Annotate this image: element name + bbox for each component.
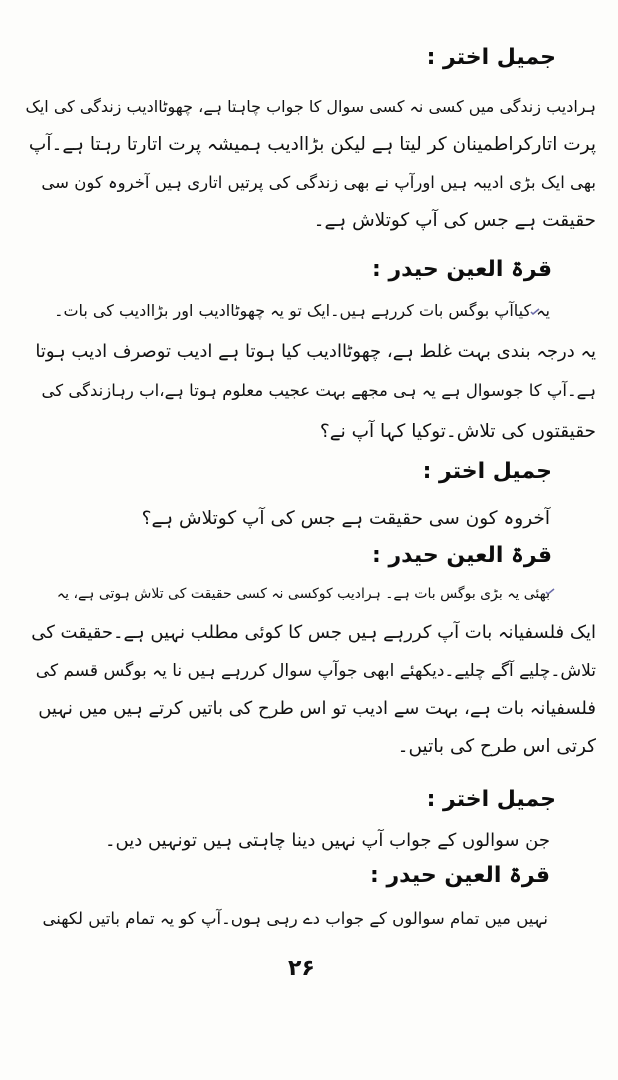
paragraph-line: فلسفیانہ بات ہے، بہت سے ادیب تو اس طرح کی باتیں کرتے ہیں میں نہیں [38, 698, 596, 719]
paragraph-line: بھی ایک بڑی ادیبہ ہیں اورآپ نے بھی زندگی کی پرتیں اتاری ہیں آخروہ کون سی [41, 173, 596, 192]
paragraph-line: حقیقت ہے جس کی آپ کوتلاش ہے۔ [313, 210, 596, 231]
paragraph-line: نہیں میں تمام سوالوں کے جواب دے رہی ہوں۔آپ کو یہ تمام باتیں لکھنی [42, 909, 548, 928]
paragraph-line: یہ کیاآپ بوگس بات کررہے ہیں۔ایک تو یہ چھوٹاادیب اور بڑاادیب کی بات۔ [54, 301, 550, 320]
speaker-label: جمیل اختر : [426, 45, 556, 70]
paragraph-line: جن سوالوں کے جواب آپ نہیں دینا چاہتی ہیں تونہیں دیں۔ [104, 830, 550, 851]
speaker-label: قرۃ العین حیدر : [372, 257, 552, 282]
paragraph-line: ہے۔آپ کا جوسوال ہے یہ ہی مجھے بہت عجیب معلوم ہوتا ہے،اب رہازندگی کی [41, 381, 596, 400]
page-number: ۲۶ [288, 956, 315, 981]
paragraph-line: بھئی یہ بڑی بوگس بات ہے۔ ہرادیب کوکسی نہ کسی حقیقت کی تلاش ہوتی ہے، یہ [56, 586, 550, 602]
paragraph-line: یہ درجہ بندی بہت غلط ہے، چھوٹاادیب کیا ہوتا ہے ادیب توصرف ادیب ہوتا [35, 341, 596, 362]
speaker-label: جمیل اختر : [426, 787, 556, 812]
paragraph-line: تلاش۔چلیے آگے چلیے۔دیکھئے ابھی جوآپ سوال کررہے ہیں نا یہ بوگس قسم کی [35, 661, 596, 681]
speaker-label: قرۃ العین حیدر : [372, 543, 552, 568]
paragraph-line: ہرادیب زندگی میں کسی نہ کسی سوال کا جواب چاہتا ہے، چھوٹاادیب زندگی کی ایک [25, 97, 596, 116]
paragraph-line: کرتی اس طرح کی باتیں۔ [397, 736, 596, 757]
speaker-label: جمیل اختر : [422, 459, 552, 484]
paragraph-line: ایک فلسفیانہ بات آپ کررہے ہیں جس کا کوئی مطلب نہیں ہے۔حقیقت کی [31, 622, 596, 643]
speaker-label: قرۃ العین حیدر : [370, 863, 550, 888]
paragraph-line: آخروہ کون سی حقیقت ہے جس کی آپ کوتلاش ہے؟ [141, 508, 550, 529]
paragraph-line: پرت اتارکراطمینان کر لیتا ہے لیکن بڑاادیب ہمیشہ پرت اتارتا رہتا ہے۔آپ [28, 134, 596, 155]
paragraph-line: حقیقتوں کی تلاش۔توکیا کہا آپ نے؟ [319, 421, 596, 442]
